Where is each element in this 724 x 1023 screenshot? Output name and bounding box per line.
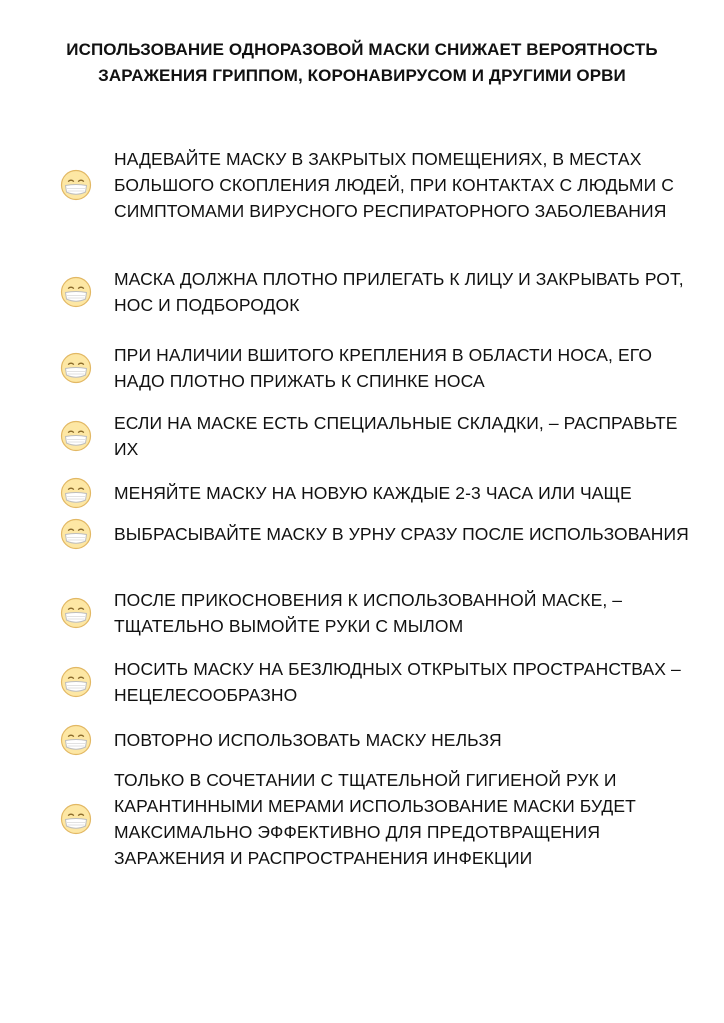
- item-text: ПОВТОРНО ИСПОЛЬЗОВАТЬ МАСКУ НЕЛЬЗЯ: [114, 730, 502, 750]
- face-with-medical-mask-icon: [60, 352, 92, 384]
- item-text: ПРИ НАЛИЧИИ ВШИТОГО КРЕПЛЕНИЯ В ОБЛАСТИ НОСА, ЕГО НАДО ПЛОТНО ПРИЖАТЬ К СПИНКЕ НОСА: [114, 345, 653, 391]
- item-text: МАСКА ДОЛЖНА ПЛОТНО ПРИЛЕГАТЬ К ЛИЦУ И ЗАКРЫВАТЬ РОТ, НОС И ПОДБОРОДОК: [114, 269, 684, 315]
- item-text: МЕНЯЙТЕ МАСКУ НА НОВУЮ КАЖДЫЕ 2-3 ЧАСА ИЛИ ЧАЩЕ: [114, 483, 632, 503]
- face-with-medical-mask-icon: [60, 420, 92, 452]
- item-text: НАДЕВАЙТЕ МАСКУ В ЗАКРЫТЫХ ПОМЕЩЕНИЯХ, В МЕСТАХ БОЛЬШОГО СКОПЛЕНИЯ ЛЮДЕЙ, ПРИ КОНТАКТАХ С ЛЮДЬМИ С СИМПТОМАМИ ВИРУСНОГО РЕСПИРАТОРНОГО ЗАБОЛЕВАНИЯ: [114, 149, 674, 221]
- list-item: [60, 587, 700, 639]
- list-item: [60, 724, 700, 756]
- list-item: [60, 518, 700, 550]
- face-with-medical-mask-icon: [60, 666, 92, 698]
- face-with-medical-mask-icon: [60, 724, 92, 756]
- item-text: ЕСЛИ НА МАСКЕ ЕСТЬ СПЕЦИАЛЬНЫЕ СКЛАДКИ, – РАСПРАВЬТЕ ИХ: [114, 413, 678, 459]
- list-item: [60, 477, 700, 509]
- page-title: ИСПОЛЬЗОВАНИЕ ОДНОРАЗОВОЙ МАСКИ СНИЖАЕТ ВЕРОЯТНОСТЬ ЗАРАЖЕНИЯ ГРИППОМ, КОРОНАВИРУСОМ И ДРУГИМИ ОРВИ: [66, 40, 658, 85]
- face-with-medical-mask-icon: [60, 803, 92, 835]
- item-text: ВЫБРАСЫВАЙТЕ МАСКУ В УРНУ СРАЗУ ПОСЛЕ ИСПОЛЬЗОВАНИЯ: [114, 524, 689, 544]
- list-item: [60, 656, 700, 708]
- list-item: [60, 767, 700, 871]
- face-with-medical-mask-icon: [60, 169, 92, 201]
- item-text: ТОЛЬКО В СОЧЕТАНИИ С ТЩАТЕЛЬНОЙ ГИГИЕНОЙ РУК И КАРАНТИННЫМИ МЕРАМИ ИСПОЛЬЗОВАНИЕ МАСКИ БУДЕТ МАКСИМАЛЬНО ЭФФЕКТИВНО ДЛЯ ПРЕДОТВРАЩЕНИЯ ЗАРАЖЕНИЯ И РАСПРОСТРАНЕНИЯ ИНФЕКЦИИ: [114, 770, 636, 868]
- item-text: НОСИТЬ МАСКУ НА БЕЗЛЮДНЫХ ОТКРЫТЫХ ПРОСТРАНСТВАХ – НЕЦЕЛЕСООБРАЗНО: [114, 659, 681, 705]
- face-with-medical-mask-icon: [60, 276, 92, 308]
- list-item: [60, 266, 700, 318]
- list-item: [60, 146, 700, 224]
- list-item: [60, 342, 700, 394]
- face-with-medical-mask-icon: [60, 477, 92, 509]
- face-with-medical-mask-icon: [60, 597, 92, 629]
- item-text: ПОСЛЕ ПРИКОСНОВЕНИЯ К ИСПОЛЬЗОВАННОЙ МАСКЕ, – ТЩАТЕЛЬНО ВЫМОЙТЕ РУКИ С МЫЛОМ: [114, 590, 623, 636]
- face-with-medical-mask-icon: [60, 518, 92, 550]
- list-item: [60, 410, 700, 462]
